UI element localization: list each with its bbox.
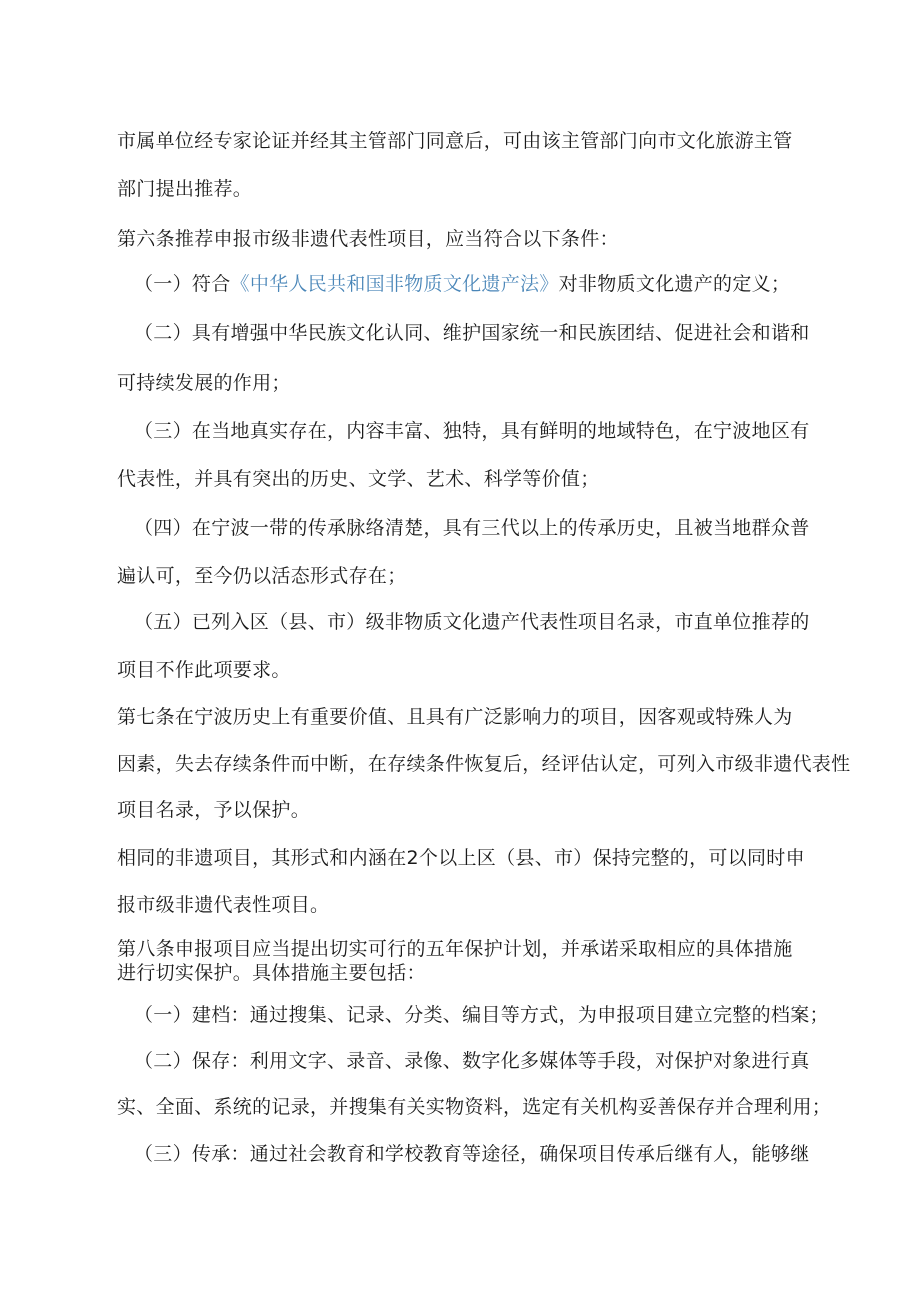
condition-five-cont: 项目不作此项要求。 [117, 659, 291, 681]
condition-two: （二）具有增强中华民族文化认同、维护国家统一和民族团结、促进社会和谐和 [134, 322, 810, 344]
article-seven-cont: 项目名录，予以保护。 [117, 799, 311, 821]
law-link[interactable]: 《中华人民共和国非物质文化遗产法》 [230, 273, 559, 295]
condition-one [134, 272, 790, 296]
measure-two-cont: 实、全面、系统的记录，并搜集有关实物资料，选定有关机构妥善保存并合理利用； [117, 1096, 832, 1118]
condition-four: （四）在宁波一带的传承脉络清楚，具有三代以上的传承历史，且被当地群众普 [134, 517, 810, 539]
condition-five: （五）已列入区（县、市）级非物质文化遗产代表性项目名录，市直单位推荐的 [134, 611, 810, 633]
measure-one: （一）建档：通过搜集、记录、分类、编目等方式，为申报项目建立完整的档案； [134, 1004, 829, 1026]
condition-three: （三）在当地真实存在，内容丰富、独特，具有鲜明的地域特色，在宁波地区有 [134, 420, 810, 442]
paragraph-line: 部门提出推荐。 [117, 178, 253, 200]
condition-one-prefix: （一）符合 [134, 273, 231, 295]
condition-three-cont: 代表性，并具有突出的历史、文学、艺术、科学等价值； [117, 468, 600, 490]
paragraph-line: 市属单位经专家论证并经其主管部门同意后，可由该主管部门向市文化旅游主管 [117, 130, 793, 152]
same-item-paragraph: 相同的非遗项目，其形式和内涵在2个以上区（县、市）保持完整的，可以同时申 [117, 847, 805, 869]
condition-one-suffix: 对非物质文化遗产的定义； [558, 273, 791, 295]
article-seven-cont: 因素，失去存续条件而中断，在存续条件恢复后，经评估认定，可列入市级非遗代表性 [117, 753, 851, 775]
measure-two: （二）保存：利用文字、录音、录像、数字化多媒体等手段，对保护对象进行真 [134, 1050, 810, 1072]
article-eight: 第八条申报项目应当提出切实可行的五年保护计划，并承诺采取相应的具体措施 [117, 938, 793, 960]
same-item-paragraph-cont: 报市级非遗代表性项目。 [117, 894, 330, 916]
article-eight-cont: 进行切实保护。具体措施主要包括： [117, 962, 426, 984]
condition-two-cont: 可持续发展的作用； [117, 372, 291, 394]
article-seven: 第七条在宁波历史上有重要价值、且具有广泛影响力的项目，因客观或特殊人为 [117, 706, 793, 728]
measure-three: （三）传承：通过社会教育和学校教育等途径，确保项目传承后继有人，能够继 [134, 1143, 810, 1165]
article-six-heading: 第六条推荐申报市级非遗代表性项目，应当符合以下条件： [117, 228, 619, 250]
condition-four-cont: 遍认可，至今仍以活态形式存在； [117, 565, 407, 587]
